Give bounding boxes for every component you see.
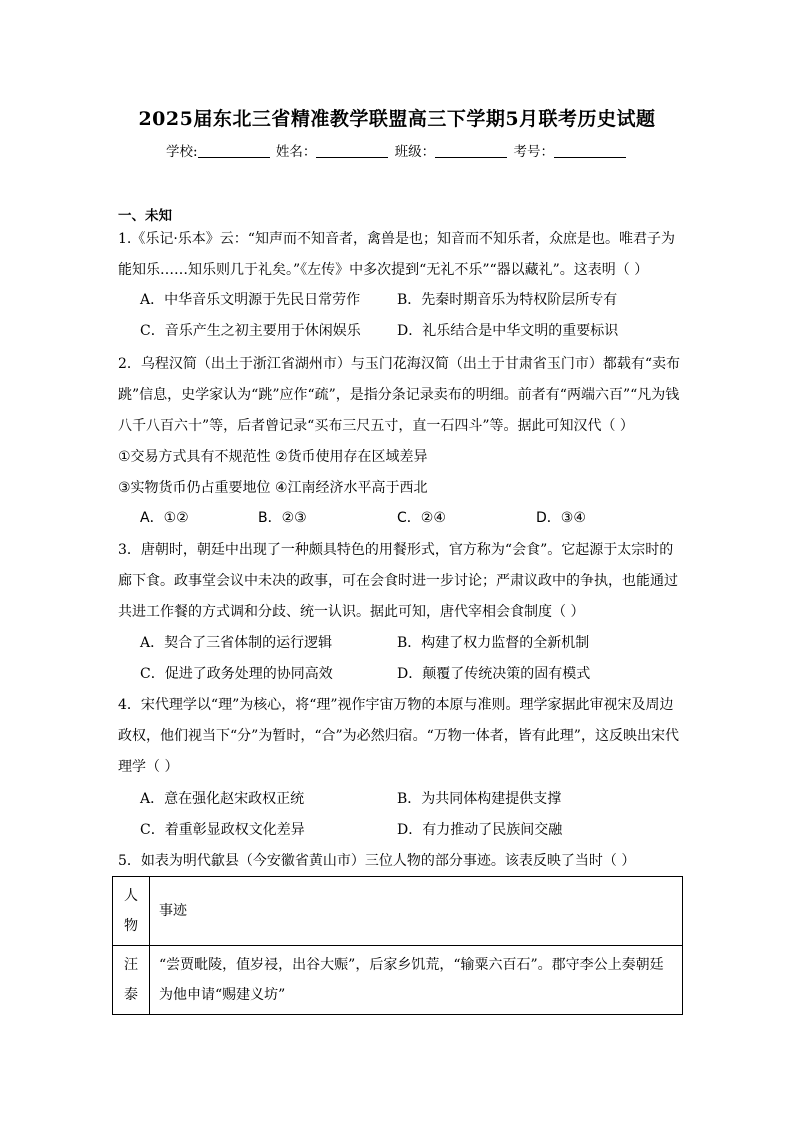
- school-blank[interactable]: [198, 145, 270, 158]
- header-person-text: 人物: [124, 888, 138, 934]
- question-5-table: [112, 876, 683, 1015]
- name-label: 姓名：: [275, 144, 317, 160]
- table-header-row: [113, 877, 683, 946]
- option-d[interactable]: D．③④: [536, 510, 586, 526]
- option-a[interactable]: A．意在强化赵宋政权正统: [140, 791, 305, 807]
- question-1-stem: [118, 224, 688, 286]
- section-heading: 一、未知: [118, 208, 172, 224]
- school-label: 学校:: [166, 144, 198, 160]
- option-c[interactable]: C．促进了政务处理的协同高效: [140, 666, 333, 682]
- question-3-stem: [118, 535, 688, 628]
- option-a[interactable]: A．契合了三省体制的运行逻辑: [140, 635, 333, 651]
- question-2-statements: ①交易方式具有不规范性 ②货币使用存在区域差异: [118, 449, 428, 465]
- option-a[interactable]: A．①②: [140, 510, 189, 526]
- question-3-line: 廊下食。政事堂会议中未决的政事，可在会食时进一步讨论；严肃议政中的争执，也能通过: [118, 573, 678, 589]
- question-5-stem: [118, 846, 688, 877]
- option-d[interactable]: D．礼乐结合是中华文明的重要标识: [397, 323, 619, 339]
- option-c[interactable]: C．音乐产生之初主要用于休闲娱乐: [140, 323, 361, 339]
- name-blank[interactable]: [316, 145, 388, 158]
- table-row: [113, 946, 683, 1015]
- table-cell-person: [113, 946, 150, 1015]
- option-b[interactable]: B．为共同体构建提供支撑: [397, 791, 562, 807]
- question-4-line: 4．宋代理学以“理”为核心，将“理”视作宇宙万物的本原与准则。理学家据此审视宋及周边: [118, 697, 674, 713]
- question-3-line: 共进工作餐的方式调和分歧、统一认识。据此可知，唐代宰相会食制度（ ）: [118, 604, 585, 620]
- question-2-line: 2．乌程汉简（出土于浙江省湖州市）与玉门花海汉简（出土于甘肃省玉门市）都载有“卖布: [118, 356, 681, 372]
- question-1-line: 1.《乐记·乐本》云：“知声而不知音者，禽兽是也；知音而不知乐者，众庶是也。唯君子为: [118, 231, 675, 247]
- question-3-line: 3．唐朝时，朝廷中出现了一种颇具特色的用餐形式，官方称为“会食”。它起源于太宗时的: [118, 542, 674, 558]
- option-a[interactable]: A．中华音乐文明源于先民日常劳作: [140, 292, 361, 308]
- option-c[interactable]: C．着重彰显政权文化差异: [140, 822, 305, 838]
- question-4-line: 政权，他们视当下“分”为暂时，“合”为必然归宿。“万物一体者，皆有此理”，这反映出宋代: [118, 728, 679, 744]
- exam-no-blank[interactable]: [554, 145, 626, 158]
- person-text: 汪泰: [124, 957, 138, 1003]
- exam-no-label: 考号：: [513, 144, 554, 160]
- class-blank[interactable]: [435, 145, 507, 158]
- option-b[interactable]: B．先秦时期音乐为特权阶层所专有: [397, 292, 618, 308]
- table-header-deed: 事迹: [150, 877, 683, 946]
- question-4-stem: [118, 690, 688, 783]
- question-2-stem: [118, 349, 688, 504]
- option-d[interactable]: D．有力推动了民族间交融: [397, 822, 563, 838]
- table-header-person: [113, 877, 150, 946]
- option-b[interactable]: B．②③: [258, 510, 307, 526]
- option-c[interactable]: C．②④: [397, 510, 446, 526]
- question-2-line: 八千八百六十”等，后者曾记录“买布三尺五寸，直一石四斗”等。据此可知汉代（ ）: [118, 418, 634, 434]
- question-4-line: 理学（ ）: [118, 759, 179, 775]
- option-b[interactable]: B．构建了权力监督的全新机制: [397, 635, 590, 651]
- exam-title: 2025届东北三省精准教学联盟高三下学期5月联考历史试题: [138, 108, 656, 130]
- question-5-line: 5．如表为明代歙县（今安徽省黄山市）三位人物的部分事迹。该表反映了当时（ ）: [118, 853, 636, 869]
- option-d[interactable]: D．颠覆了传统决策的固有模式: [397, 666, 591, 682]
- table-cell-deed: “尝贾毗陵，值岁祲，出谷大赈”，后家乡饥荒，“输粟六百石”。郡守李公上奏朝廷为他申请“赐建义坊”: [150, 946, 683, 1015]
- question-2-statements: ③实物货币仍占重要地位 ④江南经济水平高于西北: [118, 480, 428, 496]
- question-1-line: 能知乐……知乐则几于礼矣。”《左传》中多次提到“无礼不乐”“器以藏礼”。这表明（ ）: [118, 262, 649, 278]
- class-label: 班级：: [394, 144, 436, 160]
- question-2-line: 跳”信息，史学家认为“跳”应作“疏”，是指分条记录卖布的明细。前者有“两端六百”“凡为钱: [118, 387, 680, 403]
- student-info-line: [0, 140, 794, 160]
